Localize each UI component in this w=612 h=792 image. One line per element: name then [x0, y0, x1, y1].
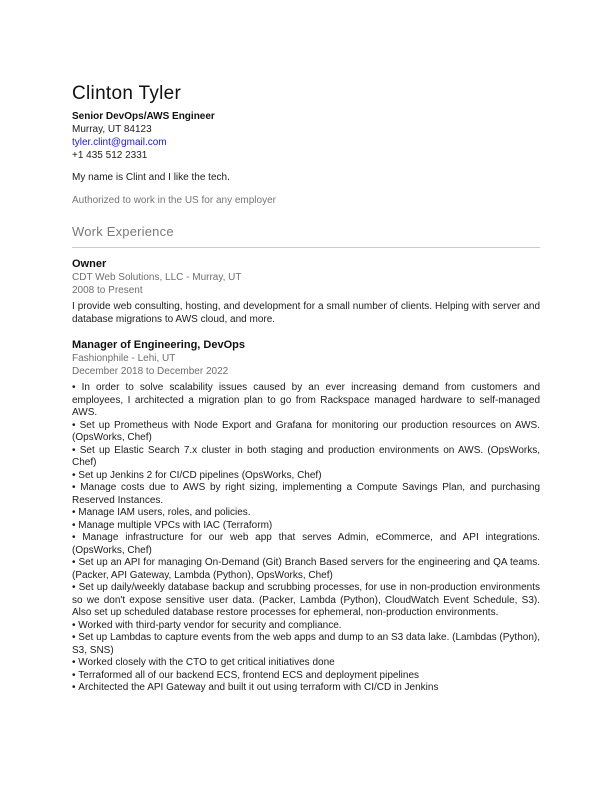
candidate-title: Senior DevOps/AWS Engineer	[72, 111, 215, 122]
contact-block	[72, 110, 540, 162]
job-bullet-list	[72, 382, 540, 695]
bullet-item: • Architected the API Gateway and built it out using terraform with CI/CD in Jenkins	[72, 682, 540, 695]
bullet-item: • Set up Prometheus with Node Export and Grafana for monitoring our production resources on AWS. (OpsWorks, Chef)	[72, 420, 540, 445]
job-description: I provide web consulting, hosting, and development for a small number of clients. Helping with server and database migrations to AWS cloud, and more.	[72, 301, 540, 325]
job-title: Owner	[72, 258, 107, 270]
bullet-item: • Set up an API for managing On-Demand (Git) Branch Based servers for the engineering and QA teams. (Packer, API Gateway, Lambda (Python), OpsWorks, Chef)	[72, 557, 540, 582]
candidate-location: Murray, UT 84123	[72, 124, 152, 135]
bullet-item: • In order to solve scalability issues caused by an ever increasing demand from customers and employees, I architected a migration plan to go from Rackspace managed hardware to self-managed AWS.	[72, 382, 540, 420]
bullet-item: • Set up Elastic Search 7.x cluster in both staging and production environments on AWS. (OpsWorks, Chef)	[72, 445, 540, 470]
job-company-location: CDT Web Solutions, LLC - Murray, UT	[72, 272, 242, 283]
bullet-item: • Terraformed all of our backend ECS, frontend ECS and deployment pipelines	[72, 670, 540, 683]
bullet-item: • Set up Lambdas to capture events from the web apps and dump to an S3 data lake. (Lambdas (Python), S3, SNS)	[72, 632, 540, 657]
job-title: Manager of Engineering, DevOps	[72, 339, 245, 351]
job-entry	[72, 257, 540, 326]
summary-text: My name is Clint and I like the tech.	[72, 172, 230, 183]
job-dates: 2008 to Present	[72, 285, 143, 296]
phone-number: +1 435 512 2331	[72, 150, 148, 161]
bullet-item: • Set up daily/weekly database backup and scrubbing processes, for use in non-production environments so we don't expose sensitive user data. (Packer, Lambda (Python), CloudWatch Event Schedule, S3). Also set up scheduled database restore processes for ephemeral, non-production environments.	[72, 582, 540, 620]
bullet-item: • Manage costs due to AWS by right sizing, implementing a Compute Savings Plan, and purchasing Reserved Instances.	[72, 482, 540, 507]
bullet-item: • Worked closely with the CTO to get critical initiatives done	[72, 657, 540, 670]
work-authorization: Authorized to work in the US for any employer	[72, 195, 276, 206]
bullet-item: • Worked with third-party vendor for security and compliance.	[72, 620, 540, 633]
job-entry	[72, 338, 540, 695]
job-dates: December 2018 to December 2022	[72, 366, 229, 377]
job-company-location: Fashionphile - Lehi, UT	[72, 353, 176, 364]
bullet-item: • Manage IAM users, roles, and policies.	[72, 507, 540, 520]
bullet-item: • Manage infrastructure for our web app that serves Admin, eCommerce, and API integrations. (OpsWorks, Chef)	[72, 532, 540, 557]
candidate-name: Clinton Tyler	[72, 83, 182, 104]
email-link[interactable]: tyler.clint@gmail.com	[72, 137, 167, 148]
bullet-item: • Manage multiple VPCs with IAC (Terraform)	[72, 520, 540, 533]
bullet-item: • Set up Jenkins 2 for CI/CD pipelines (OpsWorks, Chef)	[72, 470, 540, 483]
section-heading-work-experience: Work Experience	[72, 225, 540, 248]
